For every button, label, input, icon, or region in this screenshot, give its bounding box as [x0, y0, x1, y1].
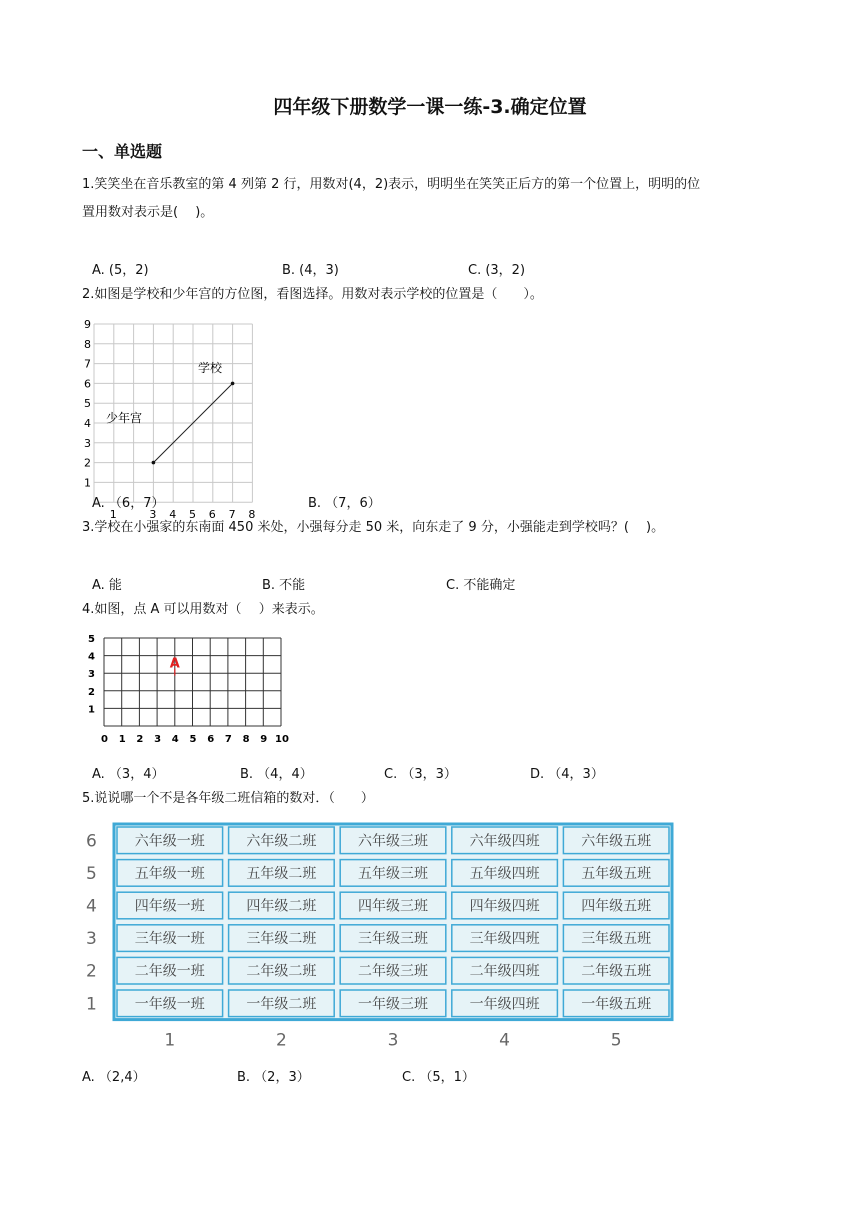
q4-x-tick: 8 [242, 734, 250, 745]
q5-cell-label: 一年级五班 [581, 996, 652, 1013]
q2-y-tick: 1 [84, 476, 91, 490]
q2-x-tick: 7 [228, 508, 236, 522]
q4-x-tick: 10 [275, 734, 289, 745]
q5-cell-label: 二年级四班 [469, 963, 540, 980]
q5-cell-label: 三年级五班 [581, 931, 652, 948]
q5-cell-label: 五年级一班 [134, 865, 205, 882]
q5-cell-label: 三年级一班 [134, 931, 205, 948]
q5-cell-label: 四年级一班 [134, 898, 205, 915]
q4-x-tick: 9 [260, 734, 268, 745]
q1-option-a[interactable]: A. (5，2) [92, 263, 149, 278]
question-3-text: 3.学校在小强家的东南面 450 米处，小强每分走 50 米，向东走了 9 分，小强能走到学校吗？( )。 [82, 520, 665, 535]
q5-row-number: 1 [86, 994, 97, 1015]
q4-x-tick: 5 [189, 734, 197, 745]
q5-row-number: 5 [86, 863, 97, 884]
q5-cell-label: 三年级三班 [358, 931, 428, 948]
q4-option-b[interactable]: B. （4，4） [240, 767, 313, 782]
q5-cell-label: 六年级一班 [134, 833, 205, 850]
q5-cell-label: 五年级三班 [358, 865, 428, 882]
q4-x-tick-labels [101, 734, 289, 745]
q5-cell-label: 三年级四班 [469, 931, 540, 948]
q5-column-numbers [164, 1031, 621, 1051]
q2-school-point [231, 382, 235, 386]
q5-column-number: 4 [499, 1030, 511, 1051]
q5-cell-label: 一年级三班 [358, 996, 428, 1013]
q5-cell-label: 四年级三班 [358, 898, 428, 915]
q5-cell-label: 六年级五班 [581, 833, 652, 850]
q5-column-number: 5 [610, 1030, 622, 1051]
q2-x-tick: 8 [248, 508, 256, 522]
q5-cell-label: 二年级五班 [581, 963, 652, 980]
q2-x-tick: 6 [208, 508, 216, 522]
q5-cell-label: 四年级五班 [581, 898, 652, 915]
q5-row-numbers [86, 831, 97, 1014]
q5-cell-label: 二年级三班 [358, 963, 428, 980]
q5-column-number: 3 [387, 1030, 399, 1051]
section-heading: 一、单选题 [82, 142, 163, 161]
q1-option-c[interactable]: C. (3，2) [468, 263, 526, 278]
q4-point-a-label: A [169, 656, 180, 672]
q5-cell-label: 一年级二班 [246, 996, 317, 1013]
q5-cell-label: 六年级四班 [469, 833, 540, 850]
q4-y-tick: 4 [88, 651, 95, 663]
q2-x-tick: 3 [149, 508, 157, 522]
question-1-line-1: 1.笑笑坐在音乐教室的第 4 列第 2 行，用数对(4，2)表示，明明坐在笑笑正后方的第一个位置上，明明的位 [82, 177, 701, 192]
q2-y-tick: 9 [84, 318, 91, 331]
q5-cell-label: 六年级三班 [358, 833, 428, 850]
q2-option-a[interactable]: A. （6，7） [92, 496, 165, 511]
q5-option-c[interactable]: C. （5，1） [402, 1070, 475, 1085]
q5-cell-label: 一年级四班 [469, 996, 540, 1013]
q5-column-number: 1 [164, 1030, 176, 1051]
q4-y-tick: 2 [88, 686, 95, 698]
q5-row-number: 3 [86, 929, 97, 950]
q5-cell-label: 五年级五班 [581, 865, 652, 882]
q4-x-tick: 3 [154, 734, 162, 745]
q2-y-tick: 8 [84, 337, 91, 351]
q2-y-tick: 2 [84, 456, 91, 470]
q4-grid-lines [104, 638, 281, 726]
q4-y-tick: 3 [88, 669, 95, 681]
q4-x-tick: 2 [136, 734, 144, 745]
q4-x-tick: 6 [207, 734, 215, 745]
q4-option-c[interactable]: C. （3，3） [384, 767, 457, 782]
q5-cell-label: 六年级二班 [246, 833, 317, 850]
q5-cell-label: 五年级四班 [469, 865, 540, 882]
q4-x-tick: 4 [171, 734, 179, 745]
q5-column-number: 2 [275, 1030, 287, 1051]
q3-option-c[interactable]: C. 不能确定 [446, 578, 516, 593]
q4-x-tick: 0 [101, 734, 108, 745]
q4-x-tick: 1 [118, 734, 126, 745]
q5-cell-label: 四年级四班 [469, 898, 540, 915]
q2-x-tick: 1 [109, 508, 117, 522]
q5-row-number: 2 [86, 961, 97, 982]
q2-y-tick: 6 [84, 377, 91, 391]
q4-option-a[interactable]: A. （3，4） [92, 767, 165, 782]
q5-cell-label: 二年级一班 [134, 963, 205, 980]
q5-cell-label: 三年级二班 [246, 931, 317, 948]
question-5-text: 5.说说哪一个不是各年级二班信箱的数对．（ ） [82, 791, 374, 806]
q4-option-d[interactable]: D. （4，3） [530, 767, 604, 782]
q4-y-tick: 5 [88, 634, 95, 645]
q4-y-tick: 1 [88, 704, 95, 716]
q1-option-b[interactable]: B. (4，3) [282, 263, 339, 278]
q2-palace-label: 少年宫 [106, 411, 143, 425]
q2-x-tick: 4 [169, 508, 177, 522]
q5-option-a[interactable]: A. （2,4） [82, 1070, 146, 1085]
q5-mailbox-table [76, 820, 686, 1060]
q2-y-tick-labels [84, 318, 91, 489]
q2-option-b[interactable]: B. （7，6） [308, 496, 381, 511]
q5-cell-label: 五年级二班 [246, 865, 317, 882]
question-4-text: 4.如图，点 A 可以用数对（ ）来表示。 [82, 602, 324, 617]
question-2-text: 2.如图是学校和少年宫的方位图，看图选择。用数对表示学校的位置是（ ）。 [82, 287, 543, 302]
q2-palace-point [152, 461, 156, 465]
question-1-line-2: 置用数对表示是( )。 [82, 205, 214, 220]
q5-row-number: 6 [86, 831, 97, 852]
page-title: 四年级下册数学一课一练-3.确定位置 [273, 96, 587, 118]
q2-school-label: 学校 [198, 361, 223, 375]
q5-table-cells [114, 824, 672, 1020]
q5-cell-label: 四年级二班 [246, 898, 317, 915]
q5-cell-label: 二年级二班 [246, 963, 317, 980]
q3-option-a[interactable]: A. 能 [92, 578, 122, 593]
q2-y-tick: 3 [84, 436, 91, 450]
q4-x-tick: 7 [224, 734, 232, 745]
q5-option-b[interactable]: B. （2，3） [237, 1070, 310, 1085]
q5-cell-label: 一年级一班 [134, 996, 205, 1013]
q2-y-tick: 4 [84, 417, 91, 430]
q4-coordinate-grid [82, 628, 292, 748]
q3-option-b[interactable]: B. 不能 [262, 578, 306, 593]
q2-x-tick: 5 [189, 508, 196, 522]
q2-y-tick: 5 [84, 397, 91, 411]
q5-row-number: 4 [86, 896, 97, 917]
q4-y-tick-labels [88, 634, 95, 715]
q2-y-tick: 7 [84, 357, 91, 371]
